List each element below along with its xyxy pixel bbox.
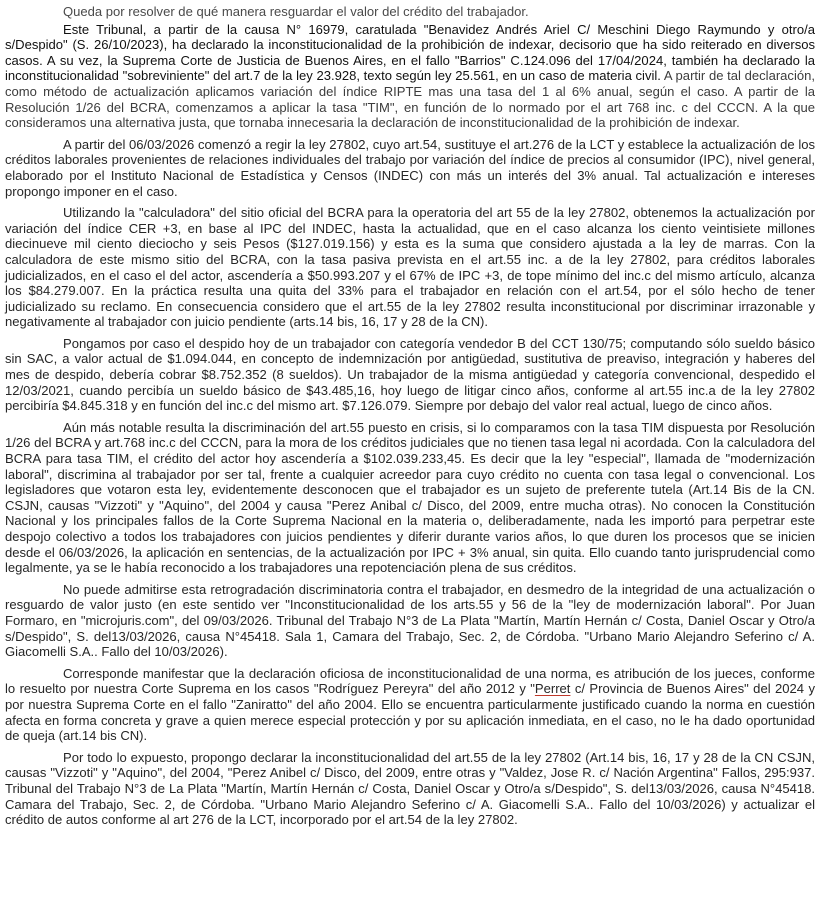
paragraph-tribunal-precedents xyxy=(5,22,815,131)
paragraph-judicial-attribution-before: Corresponde manifestar que la declaración oficiosa de inconstitucionalidad de una norma, es atribución de los jueces, conforme lo resuelto por nuestra Corte Suprema en los casos "Rodríguez Pereyra" del año 2012 y " xyxy=(5,665,815,697)
paragraph-judicial-attribution-after: c/ Provincia de Buenos Aires" del 2024 y por nuestra Suprema Corte en el fallo "Zaniratto" del año 2004. Ello se encuentra particularmente justificado cuando la norma en cuestión afecta en forma concreta y grave a quien merece especial protección y por su aplicación inmediata, en el caso, no le ha dado oportunidad de queja (art.14 bis CN). xyxy=(5,681,815,744)
paragraph-conclusion: Por todo lo expuesto, propongo declarar la inconstitucionalidad del art.55 de la ley 27802 (Art.14 bis, 16, 17 y 28 de la CN CSJN, causas "Vizzoti" y "Aquino", del 2004, "Perez Anibel c/ Disco, del 2009, entre otras y "Valdez, Jose R. c/ Nación Argentina" Fallos, 295:937. Tribunal del Trabajo N°3 de La Plata "Martín, Martín Hernán c/ Costa, Daniel Oscar y Otro/a s/Despido", S. del13/03/2026, causa N°45418. Camara del Trabajo, Sec. 2, de Córdoba. "Urbano Mario Alejandro Seferino c/ A. Giacomelli S.A.. Fallo del 10/03/2026) y actualizar el crédito de autos conforme al art 276 de la LCT, incorporado por el art.54 de la ley 27802. xyxy=(5,749,815,828)
paragraph-discrimination-tim: Aún más notable resulta la discriminación del art.55 puesto en crisis, si lo comparamos con la tasa TIM dispuesta por Resolución 1/26 del BCRA y art.768 inc.c del CCCN, para la mora de los créditos judiciales que no tienen tasa legal ni acordada. Con la calculadora del BCRA para tasa TIM, el crédito del actor hoy ascendería a $102.039.233,45. Es decir que la ley "especial", llamada de "modernización laboral", discrimina al trabajador por ser tal, frente a cualquier acreedor para cuyo crédito no cuenta con tasa legal o convencional. Los legisladores que votaron esta ley, evidentemente desconocen que el trabajador es un sujeto de preferente tutela (Art.14 Bis de la CN. CSJN, causas "Vizzoti" y "Aquino", del 2004 y causa "Perez Anibal c/ Disco, del 2009, entre mucha otras). No conocen la Constitución Nacional y los principales fallos de la Corte Suprema Nacional en la materia o, deliberadamente, nada les importó para perpetrar este despojo colectivo a todos los trabajadores con juicios pendientes y diferir durante varios años, lo que duren los procesos que se inicien desde el 06/03/2026, la aplicación en sentencias, de la actualización por IPC + 3% anual, sin quita. Ello cuando tanto jurisprudencial como legalmente, ya se le había reconocido a los trabajadores una repotenciación plena de sus créditos. xyxy=(5,419,815,576)
paragraph-example-case: Pongamos por caso el despido hoy de un trabajador con categoría vendedor B del CCT 130/75; computando sólo sueldo básico sin SAC, a valor actual de $1.094.044, en concepto de indemnización por antigüedad, sustitutiva de preaviso, integración y haberes del mes de despido, debería cobrar $8.752.352 (8 sueldos). Un trabajador de la misma antigüedad y categoría convencional, despedido el 12/03/2021, cuando percibía un sueldo básico de $43.485,16, hoy luego de litigar cinco años, conforme al art.55 inc.a de la ley 27802 percibiría $4.845.318 y en función del inc.c del mismo art. $7.126.079. Siempre por debajo del valor real actual, luego de cinco años. xyxy=(5,335,815,414)
paragraph-retrogradation: No puede admitirse esta retrogradación discriminatoria contra el trabajador, en desmedro de la integridad de una actualización o resguardo de valor justo (en este sentido ver "Inconstitucionalidad de los arts.55 y 56 de la "ley de modernización laboral". Por Juan Formaro, en "microjuris.com", del 09/03/2026. Tribunal del Trabajo N°3 de La Plata "Martín, Martín Hernán c/ Costa, Daniel Oscar y Otro/a s/Despido", S. del13/03/2026, causa N°45418. Sala 1, Camara del Trabajo, Sec. 2, de Córdoba. "Urbano Mario Alejandro Seferino c/ A. Giacomelli S.A.. Fallo del 10/03/2026). xyxy=(5,581,815,660)
paragraph-bcra-calculator: Utilizando la "calculadora" del sitio oficial del BCRA para la operatoria del art 55 de la ley 27802, obtenemos la actualización por variación del índice CER +3, en base al IPC del INDEC, hasta la actualidad, que en el caso alcanza los ciento veintisiete millones diecinueve mil ciento dieciocho y seis Pesos ($127.019.156) y esta es la suma que considero ajustada a la ley de marras. Con la calculadora de este mismo sitio del BCRA, con la tasa pasiva prevista en el art.55 inc. a de la ley 27802, para créditos laborales judicializados, en el caso el del actor, ascendería a $50.993.207 y el 67% de IPC +3, de tope mínimo del inc.c del mismo artículo, alcanza los $84.279.007. En la práctica resulta una quita del 33% para el trabajador en relación con el art.54, por el sólo hecho de tener judicializado su reclamo. En consecuencia considero que el art.55 de la ley 27802 resulta inconstitucional por discriminar irrazonable y negativamente al trabajador con juicio pendiente (arts.14 bis, 16, 17 y 28 de la CN). xyxy=(5,205,815,330)
perret-link[interactable]: Perret xyxy=(534,681,571,697)
paragraph-ley-27802: A partir del 06/03/2026 comenzó a regir la ley 27802, cuyo art.54, sustituye el art.276 de la LCT y establece la actualización de los créditos laborales provenientes de relaciones individuales del trabajo por variación del índice de precios al consumidor (IPC), nivel general, elaborado por el Instituto Nacional de Estadística y Censos (INDEC) con más un interés del 3% anual. Tal actualización e intereses propongo imponer en el caso. xyxy=(5,136,815,199)
paragraph-tribunal-precedents-main: Este Tribunal, a partir de la causa N° 16979, caratulada "Benavidez Andrés Ariel C/ Meschini Diego Raymundo y otro/a s/Despido" (S. 26/10/2023), ha declarado la inconstitucionalidad de la prohibición de indexar, decisorio que ha sido reiterado en diversos casos. A su vez, la Suprema Corte de Justicia de Buenos Aires, en el fallo "Barrios" C.124.096 del 17/04/2024, también ha declarado la inconstitucionalidad "sobreviniente" del art.7 de la ley 23.928, texto según ley 25.561, en un caso de materia civil. xyxy=(5,21,815,84)
paragraph-tribunal-precedents-rest: A partir de tal declaración, como método de actualización aplicamos variación del índice RIPTE mas una tasa del 1 al 6% anual, según el caso. A partir de la Resolución 1/26 del BCRA, comenzamos a aplicar la tasa "TIM", en función de lo normado por el art 768 inc. c del CCCN. A la que consideramos una alternativa justa, que tornaba innecesaria la declaración de inconstitucionalidad de la prohibición de indexar. xyxy=(5,68,815,131)
paragraph-judicial-attribution xyxy=(5,666,815,744)
intro-paragraph: Queda por resolver de qué manera resguardar el valor del crédito del trabajador. xyxy=(63,4,529,19)
